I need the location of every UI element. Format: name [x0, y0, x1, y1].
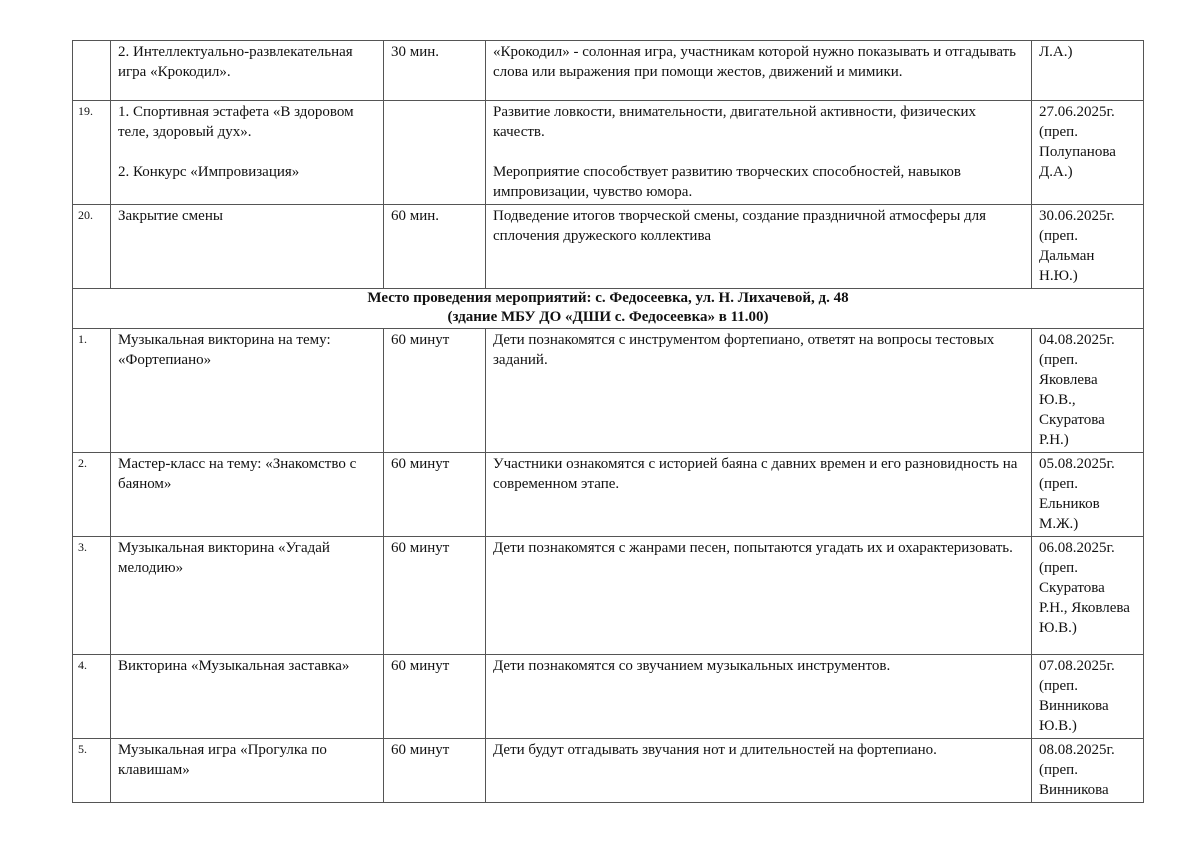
event-duration: 30 мин. — [384, 41, 486, 101]
table-row — [73, 453, 1144, 537]
event-duration: 60 минут — [384, 739, 486, 803]
table-row — [73, 205, 1144, 289]
event-description — [486, 101, 1032, 205]
event-date: 27.06.2025г. (преп. Полупанова Д.А.) — [1032, 101, 1144, 205]
event-duration — [384, 101, 486, 205]
event-name: Музыкальная викторина «Угадай мелодию» — [111, 537, 384, 655]
event-date: 04.08.2025г. (преп. Яковлева Ю.В., Скуратова Р.Н.) — [1032, 329, 1144, 453]
row-number: 1. — [73, 329, 111, 453]
table-row — [73, 101, 1144, 205]
event-duration: 60 минут — [384, 537, 486, 655]
event-name: Мастер-класс на тему: «Знакомство с баяном» — [111, 453, 384, 537]
event-date: 30.06.2025г. (преп. Дальман Н.Ю.) — [1032, 205, 1144, 289]
event-name: Музыкальная викторина на тему: «Фортепиано» — [111, 329, 384, 453]
table-row — [73, 329, 1144, 453]
event-name: Закрытие смены — [111, 205, 384, 289]
event-description: Дети познакомятся со звучанием музыкальных инструментов. — [486, 655, 1032, 739]
event-duration: 60 минут — [384, 329, 486, 453]
event-description: Дети познакомятся с жанрами песен, попытаются угадать их и охарактеризовать. — [486, 537, 1032, 655]
row-number: 2. — [73, 453, 111, 537]
event-description-line: Развитие ловкости, внимательности, двигательной активности, физических качеств. — [493, 104, 977, 140]
schedule-table — [72, 40, 1144, 803]
event-description-line: Мероприятие способствует развитию творческих способностей, навыков импровизации, чувство юмора. — [493, 164, 961, 200]
schedule-table-wrapper — [72, 40, 1143, 803]
row-number: 20. — [73, 205, 111, 289]
section-header-row — [73, 289, 1144, 329]
venue-line: Место проведения мероприятий: с. Федосеевка, ул. Н. Лихачевой, д. 48 — [367, 290, 849, 306]
event-name: Музыкальная игра «Прогулка по клавишам» — [111, 739, 384, 803]
event-name-line: 1. Спортивная эстафета «В здоровом теле, здоровый дух». — [118, 104, 354, 140]
table-row — [73, 655, 1144, 739]
event-date: Л.А.) — [1032, 41, 1144, 101]
event-duration: 60 минут — [384, 453, 486, 537]
event-description: Дети познакомятся с инструментом фортепиано, ответят на вопросы тестовых заданий. — [486, 329, 1032, 453]
event-description: Подведение итогов творческой смены, создание праздничной атмосферы для сплочения дружеского коллектива — [486, 205, 1032, 289]
table-row — [73, 537, 1144, 655]
table-row — [73, 739, 1144, 803]
event-duration: 60 минут — [384, 655, 486, 739]
event-description: Участники ознакомятся с историей баяна с давних времен и его разновидность на современном этапе. — [486, 453, 1032, 537]
event-name — [111, 101, 384, 205]
row-number: 5. — [73, 739, 111, 803]
row-number: 4. — [73, 655, 111, 739]
event-name: Викторина «Музыкальная заставка» — [111, 655, 384, 739]
row-number: 3. — [73, 537, 111, 655]
row-number — [73, 41, 111, 101]
section-header — [73, 289, 1144, 329]
event-name: 2. Интеллектуально-развлекательная игра «Крокодил». — [111, 41, 384, 101]
event-date: 08.08.2025г. (преп. Винникова — [1032, 739, 1144, 803]
table-row — [73, 41, 1144, 101]
event-name-line: 2. Конкурс «Импровизация» — [118, 164, 300, 180]
event-date: 07.08.2025г. (преп. Винникова Ю.В.) — [1032, 655, 1144, 739]
event-date: 05.08.2025г. (преп. Ельников М.Ж.) — [1032, 453, 1144, 537]
venue-building-line: (здание МБУ ДО «ДШИ с. Федосеевка» в 11.00) — [447, 309, 769, 325]
event-duration: 60 мин. — [384, 205, 486, 289]
row-number: 19. — [73, 101, 111, 205]
event-date: 06.08.2025г. (преп. Скуратова Р.Н., Яковлева Ю.В.) — [1032, 537, 1144, 655]
event-description: «Крокодил» - солонная игра, участникам которой нужно показывать и отгадывать слова или выражения при помощи жестов, движений и мимики. — [486, 41, 1032, 101]
event-description: Дети будут отгадывать звучания нот и длительностей на фортепиано. — [486, 739, 1032, 803]
